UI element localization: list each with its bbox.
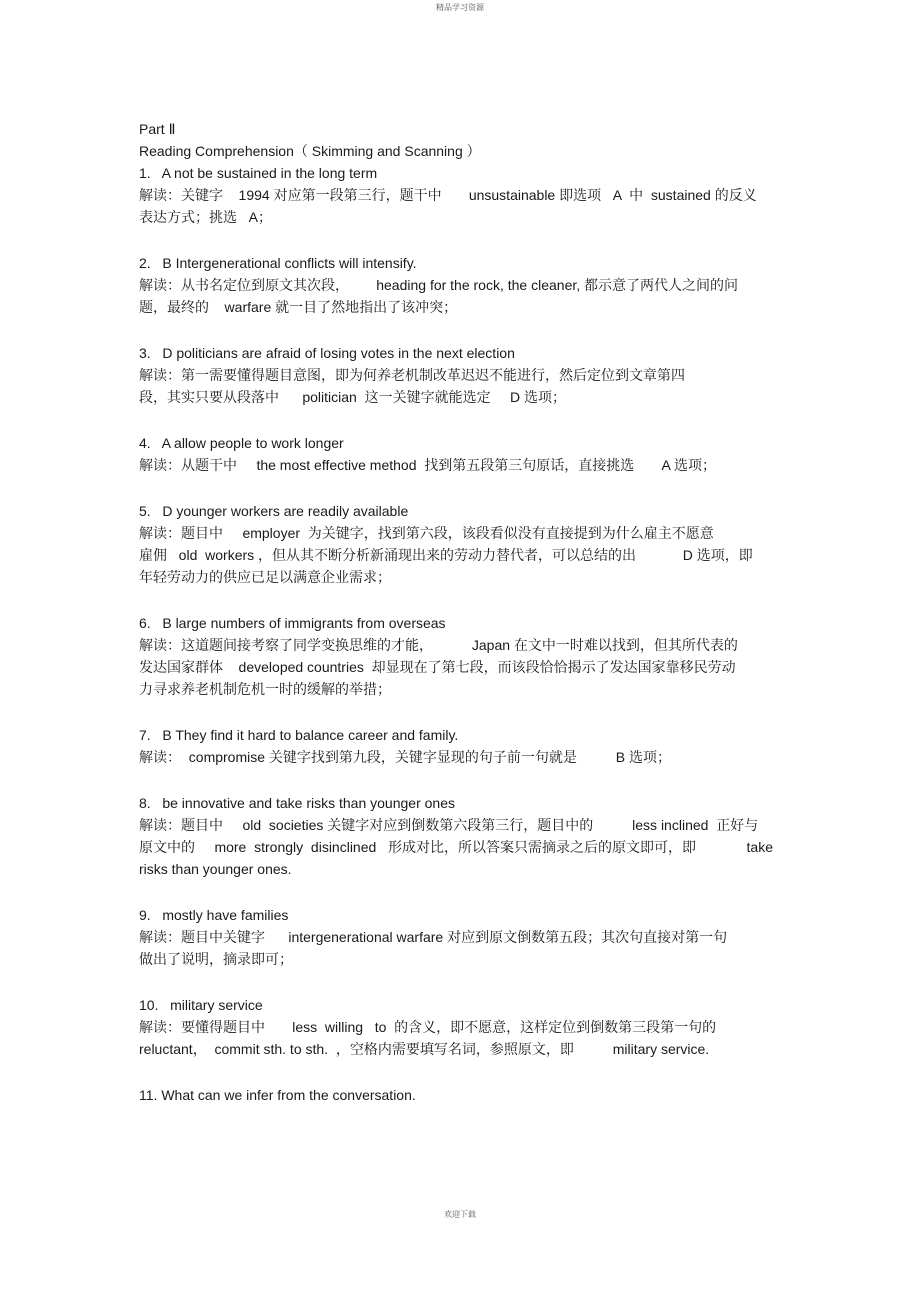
answer-item-6 [139,612,789,700]
answer-question: 1. A not be sustained in the long term [139,165,378,181]
answer-explanation: 题，最终的 warfare 就一目了然地指出了该冲突； [139,299,458,315]
answer-explanation: 解读：从题干中 the most effective method 找到第五段第三句原话，直接挑选 A 选项； [139,457,716,473]
answer-question: 8. be innovative and take risks than younger ones [139,795,455,811]
question-11: 11. What can we infer from the conversation. [139,1087,416,1103]
answer-explanation: 解读：题目中关键字 intergenerational warfare 对应到原文倒数第五段；其次句直接对第一句 [139,929,728,945]
answer-explanation: 力寻求养老机制危机一时的缓解的举措； [139,681,391,697]
answer-question: 7. B They find it hard to balance career and family. [139,727,459,743]
answer-explanation: 雇佣 old workers ，但从其不断分析新涌现出来的劳动力替代者，可以总结的出 D 选项，即 [139,547,753,563]
answer-question: 6. B large numbers of immigrants from overseas [139,615,446,631]
page-header: 精品学习资源 [436,3,484,12]
answer-question: 10. military service [139,997,263,1013]
page-footer: 欢迎下载 [444,1210,476,1219]
answer-item-5 [139,500,789,588]
answer-explanation: 解读：这道题间接考察了同学变换思维的才能， Japan 在文中一时难以找到，但其所代表的 [139,637,738,653]
answer-explanation: 解读：第一需要懂得题目意图，即为何养老机制改革迟迟不能进行，然后定位到文章第四 [139,367,685,383]
answer-explanation: 解读：关键字 1994 对应第一段第三行，题干中 unsustainable 即选项 A 中 sustained 的反义 [139,187,757,203]
answer-item-3 [139,342,789,408]
answer-item-2 [139,252,789,318]
section-heading: Reading Comprehension（ Skimming and Scanning ） [139,143,481,159]
answer-question: 2. B Intergenerational conflicts will intensify. [139,255,417,271]
answer-explanation: 年轻劳动力的供应已足以满意企业需求； [139,569,391,585]
answer-explanation: 做出了说明，摘录即可； [139,951,293,967]
answer-question: 5. D younger workers are readily available [139,503,409,519]
answer-question: 3. D politicians are afraid of losing votes in the next election [139,345,515,361]
answer-item-9 [139,904,789,970]
answer-explanation: 段，其实只要从段落中 politician 这一关键字就能选定 D 选项； [139,389,567,405]
answer-explanation: risks than younger ones. [139,861,292,877]
answer-explanation: reluctant， commit sth. to sth. ，空格内需要填写名词，参照原文，即 military service. [139,1041,710,1057]
answer-question: 9. mostly have families [139,907,289,923]
answer-explanation: 解读：从书名定位到原文其次段， heading for the rock, the cleaner, 都示意了两代人之间的问 [139,277,739,293]
answer-question: 4. A allow people to work longer [139,435,344,451]
answer-explanation: 解读：题目中 old societies 关键字对应到倒数第六段第三行，题目中的 less inclined 正好与 [139,817,759,833]
answer-item-1 [139,162,789,228]
answer-item-8 [139,792,789,880]
answer-explanation: 原文中的 more strongly disinclined 形成对比，所以答案只需摘录之后的原文即可，即 take [139,839,773,855]
part-heading: Part Ⅱ [139,121,176,137]
answer-explanation: 解读： compromise 关键字找到第九段，关键字显现的句子前一句就是 B 选项； [139,749,672,765]
answer-item-10 [139,994,789,1060]
answer-explanation: 表达方式；挑选 A； [139,209,273,225]
answer-explanation: 发达国家群体 developed countries 却显现在了第七段，而该段恰恰揭示了发达国家靠移民劳动 [139,659,736,675]
answer-item-7 [139,724,789,768]
answer-explanation: 解读：题目中 employer 为关键字，找到第六段，该段看似没有直接提到为什么雇主不愿意 [139,525,714,541]
answer-item-4 [139,432,789,476]
document-body [139,118,789,1106]
answer-explanation: 解读：要懂得题目中 less willing to 的含义，即不愿意，这样定位到倒数第三段第一句的 [139,1019,717,1035]
